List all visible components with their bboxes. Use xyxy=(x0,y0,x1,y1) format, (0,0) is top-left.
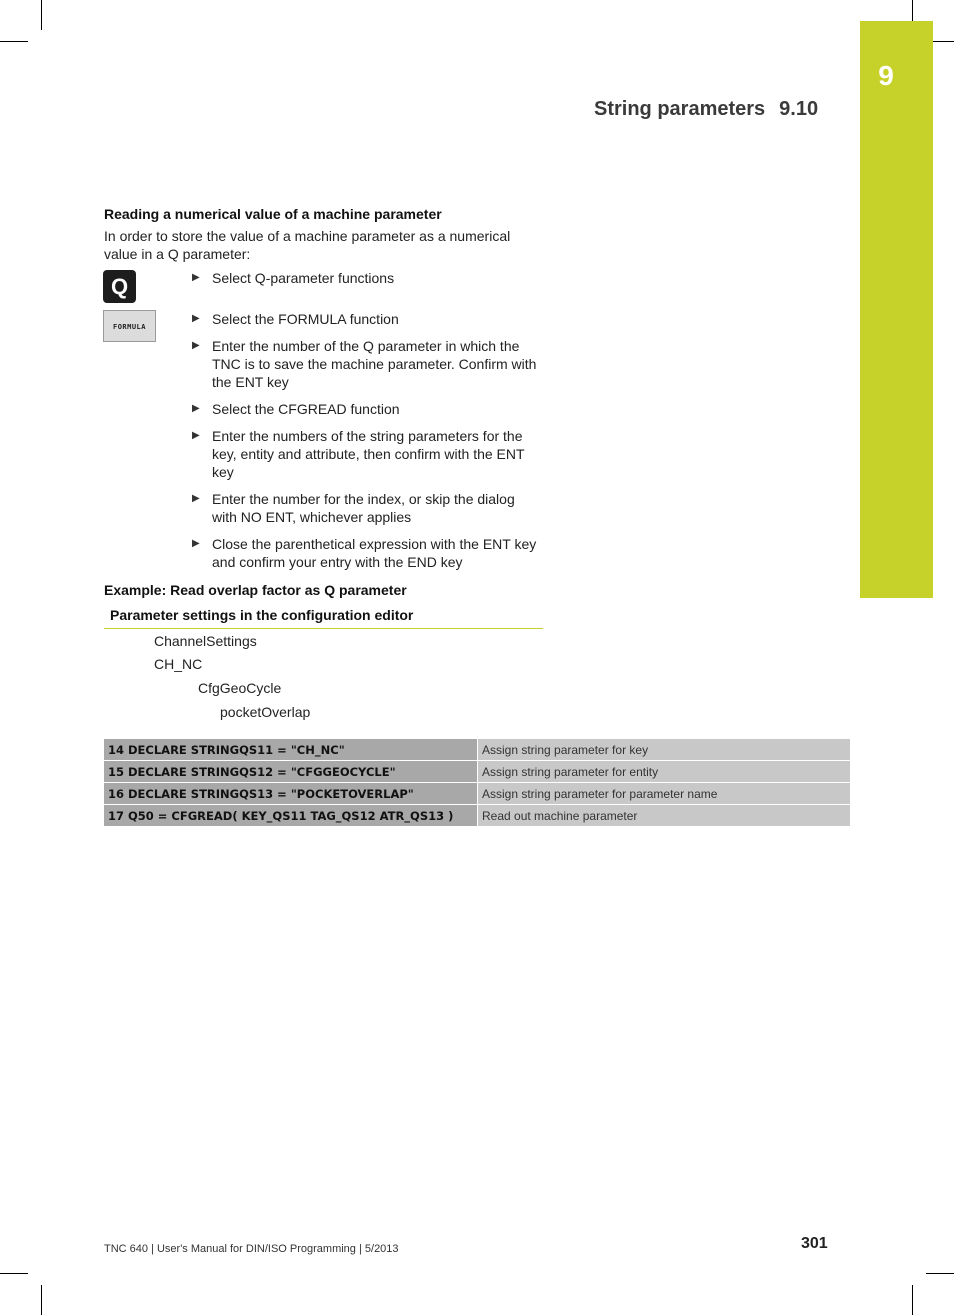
crop-mark xyxy=(41,1285,42,1315)
formula-softkey-icon: FORMULA xyxy=(103,310,156,342)
chapter-tab xyxy=(860,21,933,598)
page-number: 301 xyxy=(801,1235,828,1252)
description-cell: Assign string parameter for entity xyxy=(477,761,850,782)
q-key-icon: Q xyxy=(103,270,136,303)
step-text: Select the FORMULA function xyxy=(212,311,399,327)
code-table xyxy=(104,738,850,827)
header-title: String parameters xyxy=(594,98,766,120)
step-item xyxy=(192,310,542,328)
bullet-arrow-icon: ▶ xyxy=(192,403,200,414)
code-cell: 15 DECLARE STRINGQS12 = "CFGGEOCYCLE" xyxy=(104,761,477,782)
example-heading: Example: Read overlap factor as Q parameter xyxy=(104,582,407,598)
crop-mark xyxy=(0,1273,28,1274)
chapter-number: 9 xyxy=(878,60,894,91)
config-header xyxy=(104,606,543,629)
config-item: ChannelSettings xyxy=(154,633,257,649)
config-header-label: Parameter settings in the configuration editor xyxy=(110,607,414,623)
step-text: Select Q-parameter functions xyxy=(212,270,395,286)
section-intro: In order to store the value of a machine parameter as a numerical value in a Q parameter: xyxy=(104,228,511,262)
section-heading: Reading a numerical value of a machine parameter xyxy=(104,206,442,222)
bullet-arrow-icon: ▶ xyxy=(192,538,200,549)
step-text: Select the CFGREAD function xyxy=(212,401,400,417)
step-item xyxy=(192,535,542,571)
step-item xyxy=(192,427,542,481)
config-item: pocketOverlap xyxy=(220,704,311,720)
table-row xyxy=(104,739,850,760)
crop-mark xyxy=(41,0,42,30)
step-text: Enter the numbers of the string parameters for the key, entity and attribute, then confirm with the ENT key xyxy=(212,428,525,480)
crop-mark xyxy=(926,1273,954,1274)
bullet-arrow-icon: ▶ xyxy=(192,272,200,283)
crop-mark xyxy=(912,1285,913,1315)
crop-mark xyxy=(0,41,28,42)
code-cell: 14 DECLARE STRINGQS11 = "CH_NC" xyxy=(104,739,477,760)
code-cell: 17 Q50 = CFGREAD( KEY_QS11 TAG_QS12 ATR_QS13 ) xyxy=(104,805,477,826)
page-header xyxy=(594,98,818,121)
config-item: CfgGeoCycle xyxy=(198,680,282,696)
bullet-arrow-icon: ▶ xyxy=(192,493,200,504)
table-row xyxy=(104,761,850,782)
header-section-number: 9.10 xyxy=(779,98,819,120)
step-text: Close the parenthetical expression with the ENT key and confirm your entry with the END key xyxy=(212,536,537,570)
config-item: CH_NC xyxy=(154,656,203,672)
step-item xyxy=(192,337,542,391)
footer-text: TNC 640 | User's Manual for DIN/ISO Programming | 5/2013 xyxy=(104,1243,399,1255)
step-text: Enter the number of the Q parameter in which the TNC is to save the machine parameter. Confirm with the ENT key xyxy=(212,338,537,390)
bullet-arrow-icon: ▶ xyxy=(192,340,200,351)
table-row xyxy=(104,783,850,804)
description-cell: Read out machine parameter xyxy=(477,805,850,826)
bullet-arrow-icon: ▶ xyxy=(192,313,200,324)
code-cell: 16 DECLARE STRINGQS13 = "POCKETOVERLAP" xyxy=(104,783,477,804)
step-item xyxy=(192,400,542,418)
description-cell: Assign string parameter for parameter name xyxy=(477,783,850,804)
table-row xyxy=(104,805,850,826)
step-item xyxy=(192,490,542,526)
step-text: Enter the number for the index, or skip the dialog with NO ENT, whichever applies xyxy=(212,491,515,525)
bullet-arrow-icon: ▶ xyxy=(192,430,200,441)
step-item xyxy=(192,269,542,287)
description-cell: Assign string parameter for key xyxy=(477,739,850,760)
